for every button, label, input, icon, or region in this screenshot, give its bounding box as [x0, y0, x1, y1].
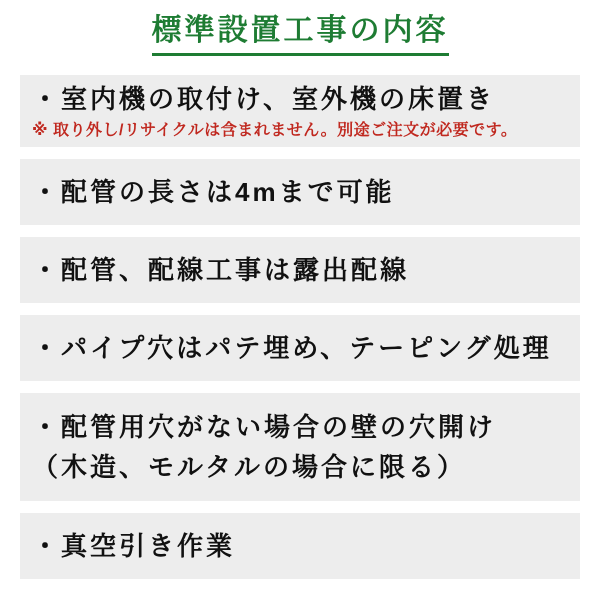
work-items-list [0, 75, 600, 579]
item-note: ※ 取り外し/リサイクルは含まれません。別途ご注文が必要です。 [32, 122, 518, 139]
list-item [20, 315, 580, 381]
list-item [20, 513, 580, 579]
list-item [20, 75, 580, 147]
item-text: ・パイプ穴はパテ埋め、テーピング処理 [32, 333, 552, 363]
list-item [20, 237, 580, 303]
title-wrap [0, 0, 600, 56]
item-text: ・室内機の取付け、室外機の床置き [32, 84, 495, 114]
list-item [20, 159, 580, 225]
page-title: 標準設置工事の内容 [152, 11, 449, 56]
item-text: ・配管用穴がない場合の壁の穴開け [32, 412, 497, 442]
item-text: ・配管の長さは4mまで可能 [32, 177, 395, 207]
item-text: ・配管、配線工事は露出配線 [32, 255, 410, 285]
item-text-continued: （木造、モルタルの場合に限る） [32, 452, 466, 482]
item-text: ・真空引き作業 [32, 531, 236, 561]
list-item [20, 393, 580, 501]
